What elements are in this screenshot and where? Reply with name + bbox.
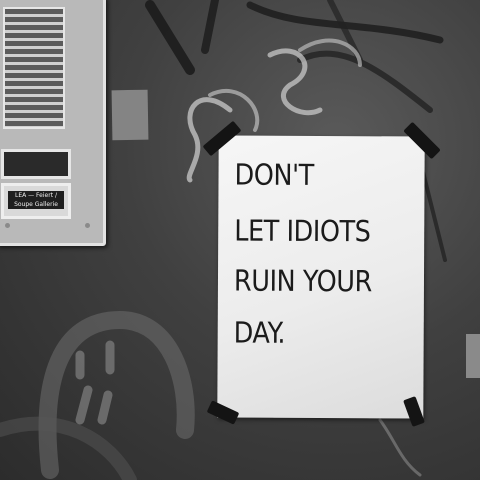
speaker-grille — [3, 7, 65, 129]
graffiti-dark-stroke — [205, 0, 215, 50]
graffiti-light-stroke — [270, 51, 320, 113]
sign-line-3: RUIN YOUR — [233, 263, 372, 299]
wall-sticker — [112, 90, 149, 141]
graffiti-dark-stroke — [150, 5, 190, 70]
nameplate — [1, 183, 71, 219]
intercom-slot — [1, 149, 71, 179]
paper-scrap — [466, 334, 480, 378]
nameplate-label: LEA — Feiert / Soupe Gallerie — [8, 191, 64, 209]
paper-sign — [217, 135, 424, 418]
intercom-panel — [0, 0, 106, 246]
graffiti-dark-stroke — [300, 54, 430, 110]
sign-line-2: LET IDIOTS — [234, 213, 371, 249]
screw — [85, 223, 90, 228]
graffiti-faint-shape — [80, 345, 110, 420]
sign-line-4: DAY. — [233, 315, 286, 350]
graffiti-faint-shape — [380, 420, 420, 475]
graffiti-faint-shape — [48, 320, 186, 470]
screw — [5, 223, 10, 228]
graffiti-faint-shape — [0, 424, 130, 480]
sign-line-1: DON'T — [234, 157, 314, 192]
